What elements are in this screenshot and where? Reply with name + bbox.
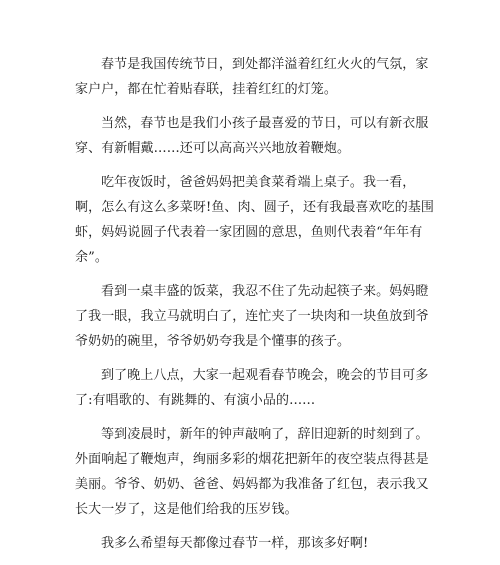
paragraph-wish: 我多么希望每天都像过春节一样，那该多好啊! (101, 536, 369, 551)
paragraph-gala: 到了晚上八点，大家一起观看春节晚会，晚会的节目可多了:有唱歌的、有跳舞的、有演小品的…… (75, 368, 429, 408)
paragraph-new-year-dinner: 吃年夜饭时，爸爸妈妈把美食菜肴端上桌子。我一看，啊，怎么有这么多菜呀!鱼、肉、圆子，还有我最喜欢吃的基围虾，妈妈说圆子代表着一家团圆的意思，鱼则代表着“年年有余”。 (75, 175, 435, 265)
paragraph-spring-festival-intro: 春节是我国传统节日，到处都洋溢着红红火火的气氛，家家户户，都在忙着贴春联，挂着红红的灯笼。 (75, 57, 429, 97)
paragraph-chopsticks: 看到一桌丰盛的饭菜，我忍不住了先动起筷子来。妈妈瞪了我一眼，我立马就明白了，连忙夹了一块肉和一块鱼放到爷爷奶奶的碗里，爷爷奶奶夸我是个懂事的孩子。 (75, 284, 429, 349)
paragraph-favorite-festival: 当然，春节也是我们小孩子最喜爱的节日，可以有新衣服穿、有新帽戴……还可以高高兴兴地放着鞭炮。 (75, 116, 429, 156)
paragraph-midnight: 等到凌晨时，新年的钟声敲响了，辞旧迎新的时刻到了。外面响起了鞭炮声，绚丽多彩的烟花把新年的夜空装点得甚是美丽。爷爷、奶奶、爸爸、妈妈都为我准备了红包，表示我又长大一岁了，这是他们给我的压岁钱。 (75, 427, 429, 517)
essay-body (75, 52, 435, 565)
